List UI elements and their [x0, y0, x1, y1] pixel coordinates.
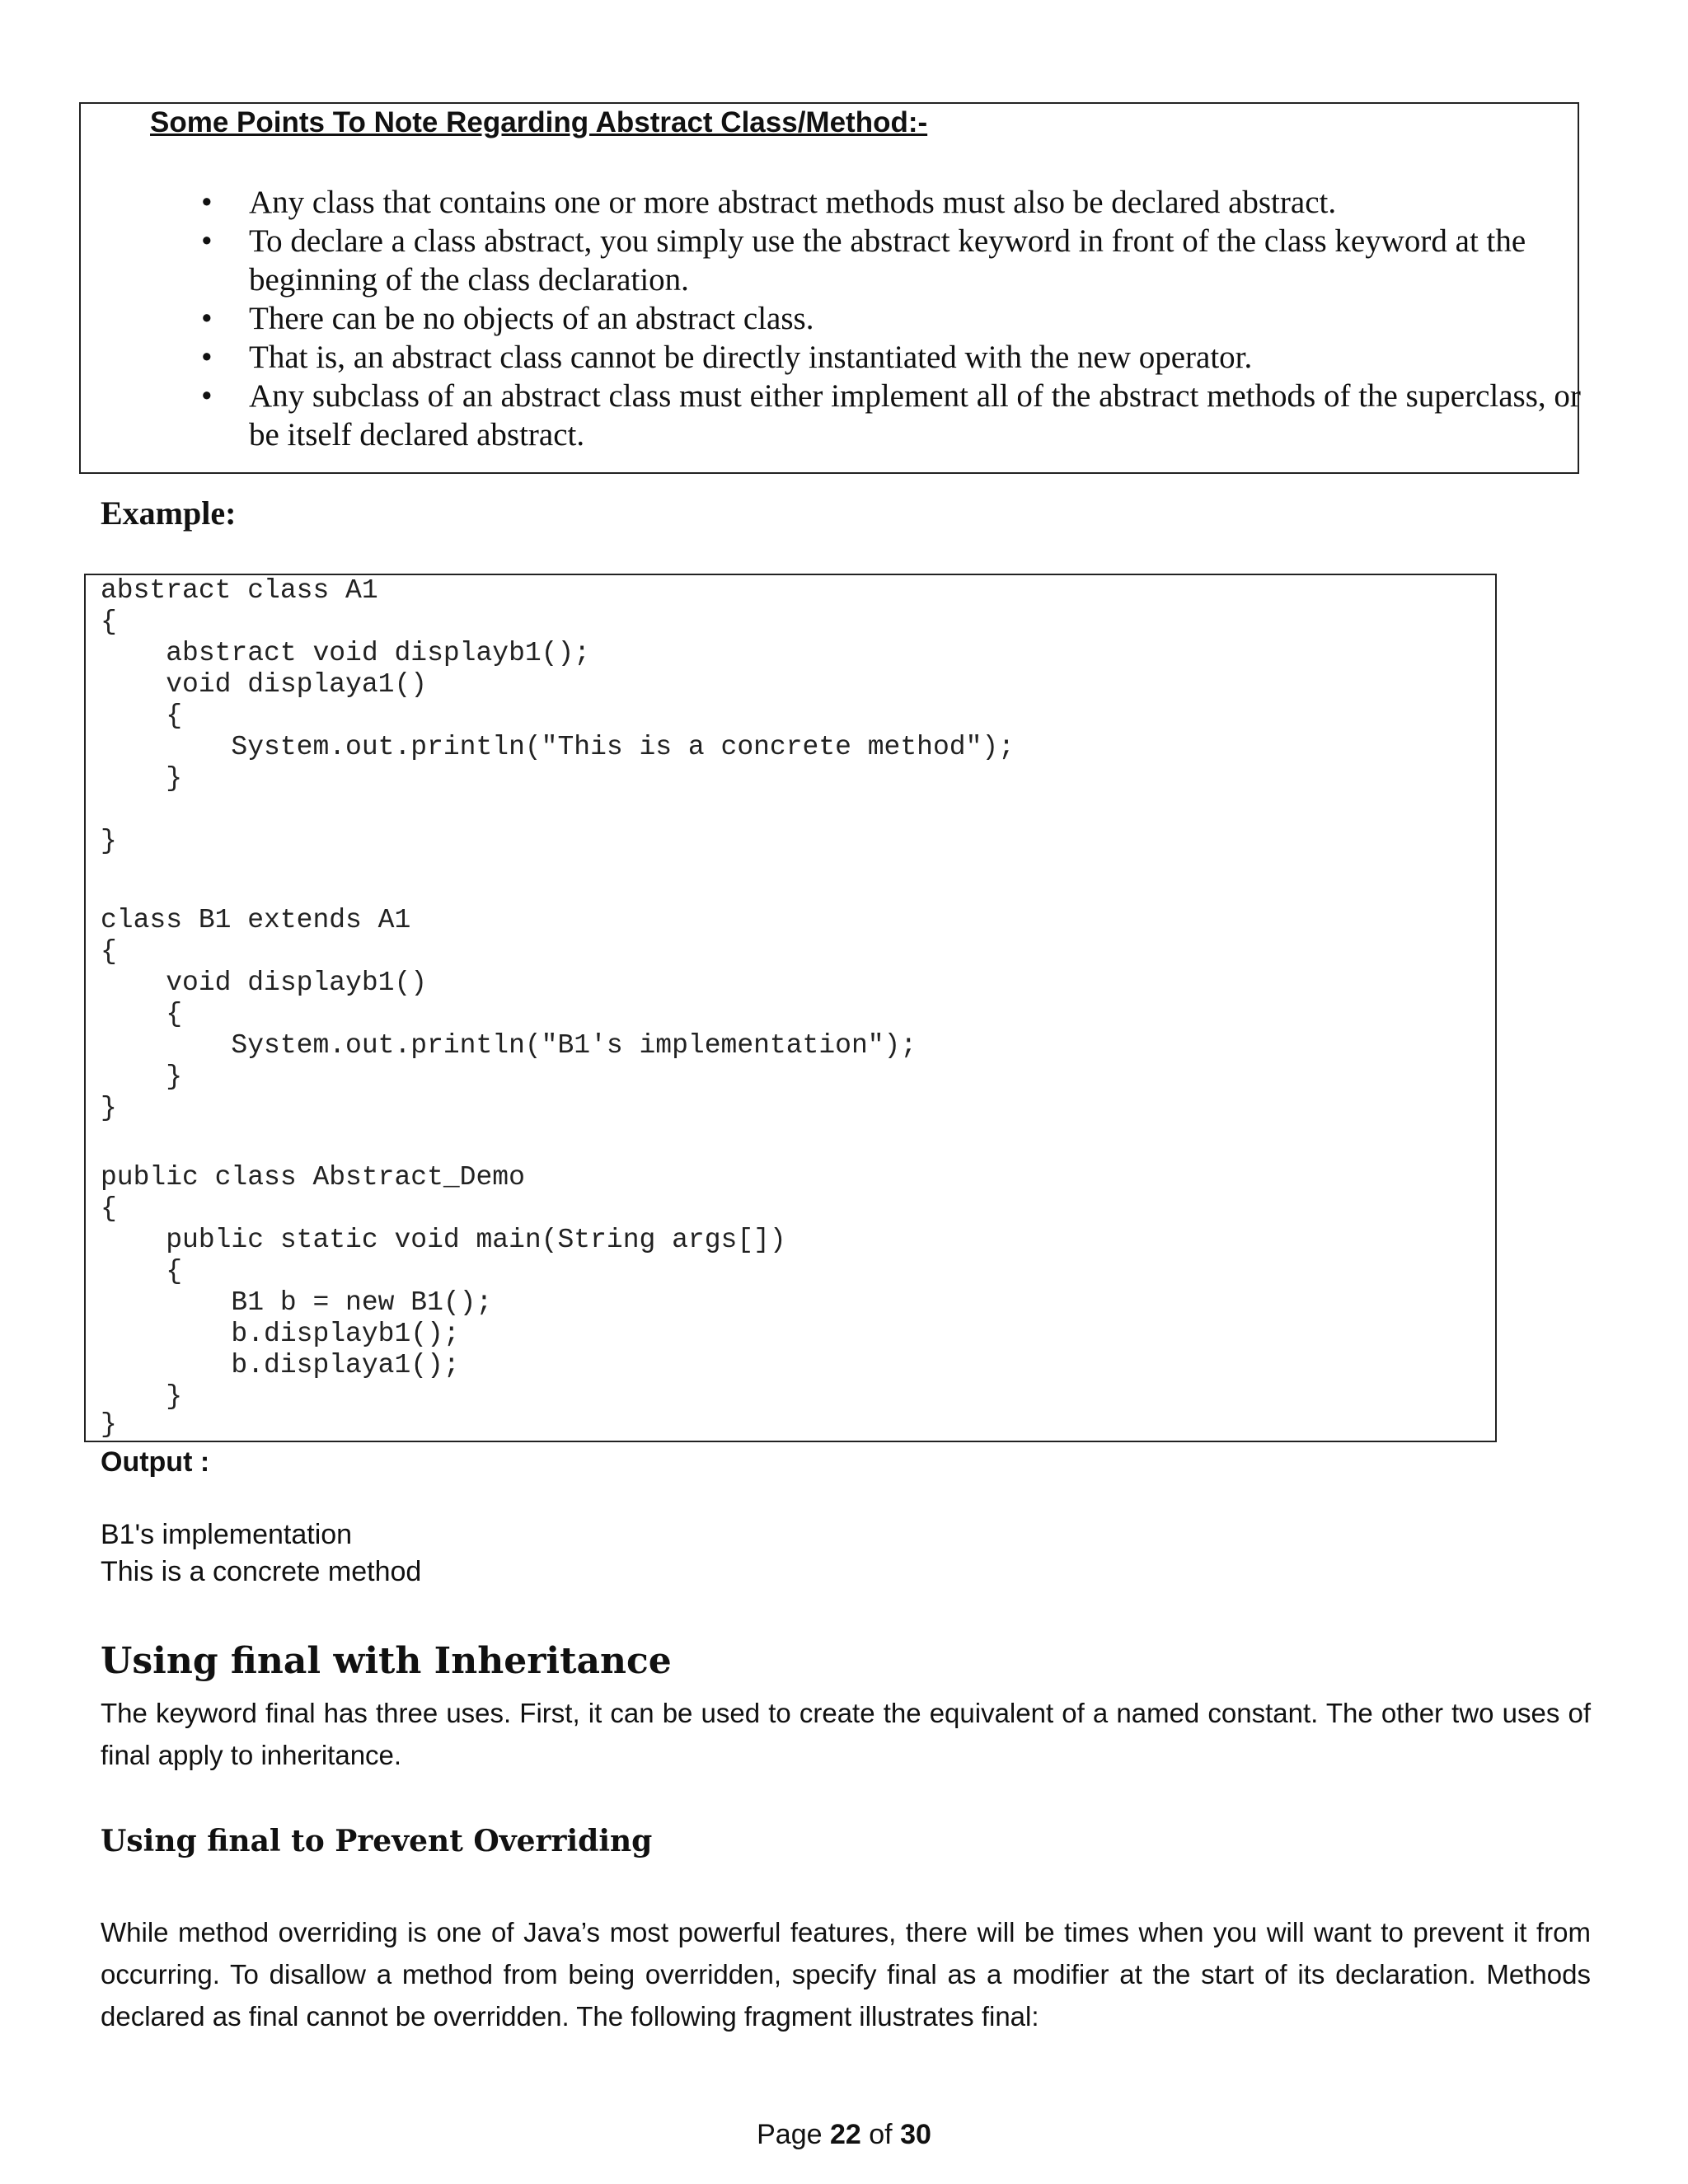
code-line: {: [101, 936, 117, 967]
body-paragraph: While method overriding is one of Java’s most powerful features, there will be times when you will want to prevent it from occurring. To disallow a method from being overridden, specify final as a modifier at the start of its declaration. Methods declared as final cannot be overridden. The following fragment illustrates final:: [101, 1917, 1591, 2032]
code-line: public static void main(String args[]): [101, 1225, 786, 1255]
code-line: {: [101, 999, 183, 1029]
code-line: System.out.println("B1's implementation");: [101, 1030, 917, 1061]
current-page: 22: [829, 2119, 861, 2150]
code-block: [84, 574, 1497, 1442]
output-line: B1's implementation: [101, 1519, 353, 1550]
code-line: {: [101, 607, 117, 637]
example-heading: Example:: [101, 494, 237, 532]
code-line: }: [101, 1062, 183, 1092]
code-line: }: [101, 1381, 183, 1412]
note-text: That is, an abstract class cannot be directly instantiated with the new operator.: [249, 340, 1253, 375]
section-heading: Using final with Inheritance: [101, 1640, 672, 1682]
code-line: }: [101, 1093, 117, 1123]
list-item: [81, 299, 1581, 338]
output-label: Output :: [101, 1446, 210, 1478]
page-number: [0, 2116, 1688, 2153]
code-line: {: [101, 1256, 183, 1286]
code-line: abstract class A1: [101, 575, 378, 606]
list-item: [81, 377, 1581, 454]
code-line: {: [101, 701, 183, 731]
notes-list: [81, 183, 1581, 454]
output-line: This is a concrete method: [101, 1556, 422, 1587]
page-of: of: [869, 2119, 893, 2150]
intro-paragraph: The keyword final has three uses. First, it can be used to create the equivalent of a named constant. The other two uses of final apply to inheritance.: [101, 1698, 1591, 1770]
note-text: Any subclass of an abstract class must either implement all of the abstract methods of the superclass, or be itself declared abstract.: [249, 378, 1581, 452]
note-text: Any class that contains one or more abstract methods must also be declared abstract.: [249, 185, 1337, 220]
list-item: [81, 338, 1581, 377]
code-line: void displayb1(): [101, 968, 428, 998]
notes-heading: Some Points To Note Regarding Abstract Class/Method:-: [150, 106, 928, 138]
code-line: class B1 extends A1: [101, 905, 411, 935]
subsection-heading: Using final to Prevent Overriding: [101, 1824, 653, 1858]
list-item: [81, 222, 1581, 299]
code-line: }: [101, 763, 183, 794]
code-line: B1 b = new B1();: [101, 1287, 493, 1318]
bullet-icon: •: [201, 340, 213, 375]
bullet-icon: •: [201, 223, 213, 259]
code-line: {: [101, 1193, 117, 1224]
page-prefix: Page: [757, 2119, 823, 2150]
total-pages: 30: [900, 2119, 931, 2150]
list-item: [81, 183, 1581, 222]
code-line: void displaya1(): [101, 669, 428, 700]
notes-box: [79, 102, 1579, 474]
code-line: b.displaya1();: [101, 1350, 460, 1380]
code-line: abstract void displayb1();: [101, 638, 591, 668]
bullet-icon: •: [201, 185, 213, 220]
code-line: }: [101, 1409, 117, 1440]
code-line: }: [101, 826, 117, 856]
note-text: There can be no objects of an abstract class.: [249, 301, 814, 336]
bullet-icon: •: [201, 301, 213, 336]
note-text: To declare a class abstract, you simply use the abstract keyword in front of the class keyword at the beginning of the class declaration.: [249, 223, 1526, 298]
bullet-icon: •: [201, 378, 213, 414]
code-line: public class Abstract_Demo: [101, 1162, 525, 1193]
code-line: b.displayb1();: [101, 1319, 460, 1349]
code-line: System.out.println("This is a concrete method");: [101, 732, 1015, 762]
